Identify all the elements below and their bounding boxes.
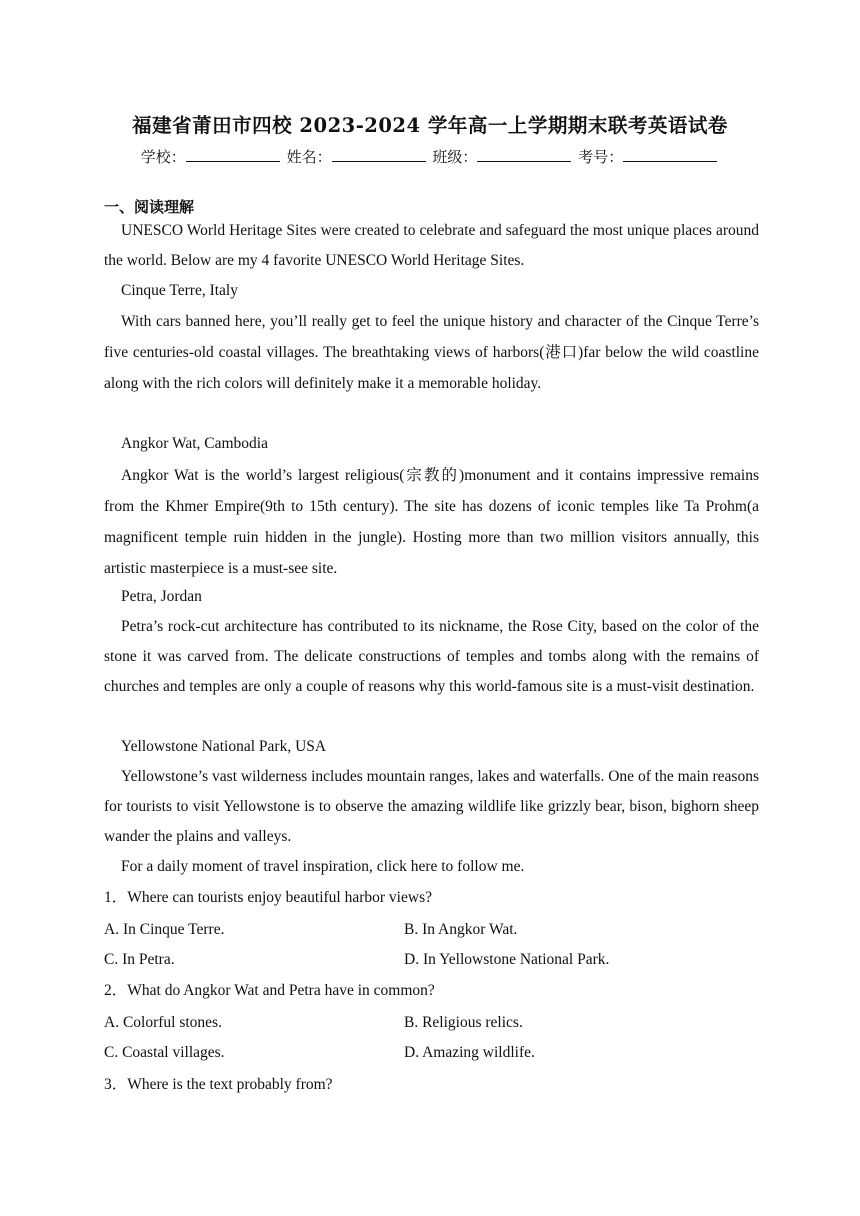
question-1-option-a: A. In Cinque Terre. <box>104 921 225 938</box>
site-name-petra: Petra, Jordan <box>121 588 202 605</box>
section-heading: 一、阅读理解 <box>104 198 195 216</box>
question-1-option-d: D. In Yellowstone National Park. <box>404 951 610 968</box>
site-text-cinque-terre: With cars banned here, you’ll really get to feel the unique history and character of the Cinque Terre’s five centuries-old coastal villages. The breathtaking views of harbors(港口)far below the wild coastline along with the rich colors will definitely make it a memorable holiday. <box>104 313 759 392</box>
passage-intro: UNESCO World Heritage Sites were created to celebrate and safeguard the most unique places around the world. Below are my 4 favorite UNESCO World Heritage Sites. <box>104 222 759 269</box>
question-3-stem: 3．Where is the text probably from? <box>104 1076 333 1093</box>
school-label: 学校： <box>140 148 186 166</box>
question-2-stem: 2．What do Angkor Wat and Petra have in common? <box>104 982 435 999</box>
site-name-yellowstone: Yellowstone National Park, USA <box>121 738 327 755</box>
school-blank <box>186 147 280 162</box>
site-text-petra: Petra’s rock-cut architecture has contributed to its nickname, the Rose City, based on the color of the stone it was carved from. The delicate constructions of temples and tombs along with the remains of churches and temples are only a couple of reasons why this world-famous site is a must-visit destination. <box>104 618 759 695</box>
site-text-yellowstone: Yellowstone’s vast wilderness includes mountain ranges, lakes and waterfalls. One of the main reasons for tourists to visit Yellowstone is to observe the amazing wildlife like grizzly bear, bison, bighorn sheep wander the plains and valleys. <box>104 768 759 845</box>
name-blank <box>332 147 426 162</box>
passage-closing: For a daily moment of travel inspiration, click here to follow me. <box>121 858 525 875</box>
class-blank <box>477 147 571 162</box>
site-name-cinque-terre: Cinque Terre, Italy <box>121 282 238 299</box>
exam-number-blank <box>623 147 717 162</box>
name-label: 姓名： <box>286 148 332 166</box>
exam-number-label: 考号： <box>578 148 624 166</box>
exam-title: 福建省莆田市四校 2023-2024 学年高一上学期期末联考英语试卷 <box>132 114 728 137</box>
question-2-option-d: D. Amazing wildlife. <box>404 1044 535 1061</box>
question-2-option-b: B. Religious relics. <box>404 1014 523 1031</box>
question-1-option-b: B. In Angkor Wat. <box>404 921 518 938</box>
question-1-stem: 1．Where can tourists enjoy beautiful harbor views? <box>104 889 432 906</box>
question-1-option-c: C. In Petra. <box>104 951 175 968</box>
site-text-angkor-wat: Angkor Wat is the world’s largest religious(宗教的)monument and it contains impressive remains from the Khmer Empire(9th to 15th century). The site has dozens of iconic temples like Ta Prohm(a magnificent temple ruin hidden in the jungle). Hosting more than two million visitors annually, this artistic masterpiece is a must-see site. <box>104 467 759 577</box>
question-2-option-c: C. Coastal villages. <box>104 1044 225 1061</box>
question-2-option-a: A. Colorful stones. <box>104 1014 222 1031</box>
site-name-angkor-wat: Angkor Wat, Cambodia <box>121 435 268 452</box>
class-label: 班级： <box>432 148 478 166</box>
student-info-line <box>0 146 860 167</box>
